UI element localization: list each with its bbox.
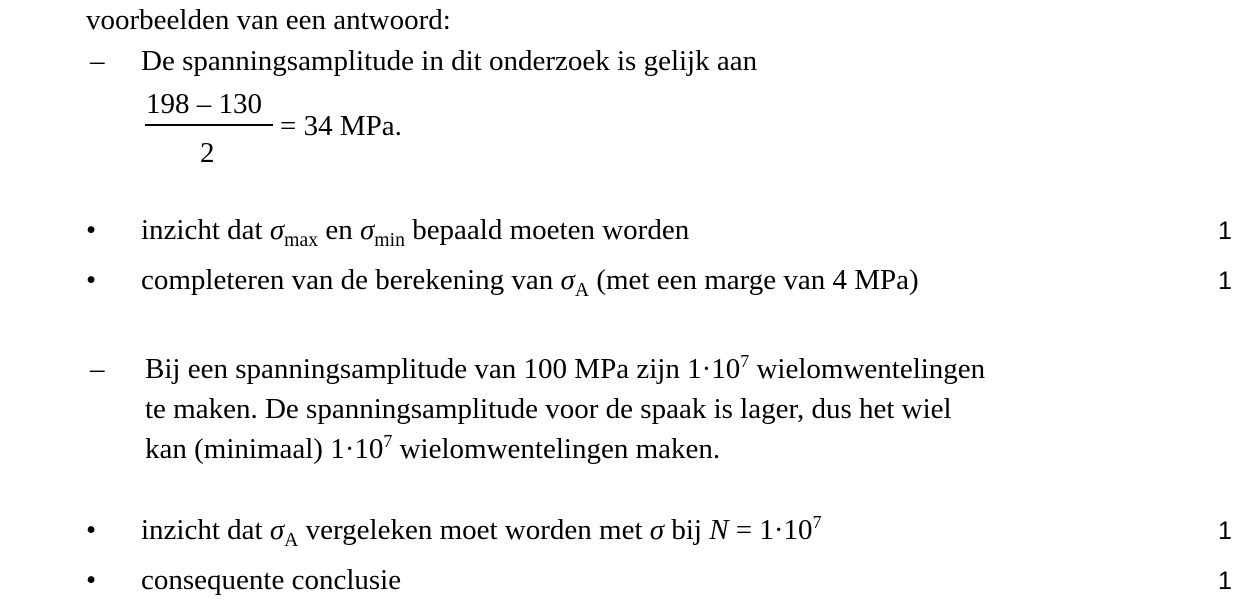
answer2-text: wielomwentelingen <box>749 353 986 385</box>
criterion-text: completeren van de berekening van <box>141 264 554 296</box>
bullet-marker: • <box>86 564 97 596</box>
criterion-text: vergeleken moet worden met <box>305 514 643 546</box>
bullet-marker: • <box>86 214 97 246</box>
subscript-min: min <box>374 228 405 251</box>
dash-marker: – <box>90 45 105 77</box>
criterion-text: = 1·10 <box>735 514 813 546</box>
sigma-symbol: σ <box>649 514 665 546</box>
bullet-marker: • <box>86 514 97 546</box>
criterion-conclusion: consequente conclusie <box>141 564 402 596</box>
fraction-denominator: 2 <box>200 137 215 169</box>
exponent: 7 <box>812 512 822 533</box>
criterion-text: bepaald moeten worden <box>412 214 690 246</box>
sigma-symbol: σ <box>359 214 375 246</box>
criterion-text: en <box>325 214 353 246</box>
criterion-text: (met een marge van 4 MPa) <box>596 264 919 296</box>
sigma-symbol: σ <box>269 214 285 246</box>
criterion-sigma-a <box>141 264 919 301</box>
sigma-symbol: σ <box>560 264 575 296</box>
answer2-text: kan (minimaal) 1·10 <box>145 433 384 465</box>
criterion-text: inzicht dat <box>141 514 263 546</box>
criterion-text: bij <box>671 514 702 546</box>
criterion-text: inzicht dat <box>141 214 263 246</box>
criterion-sigma-max-min <box>141 214 690 251</box>
fraction-result: = 34 MPa. <box>280 110 402 142</box>
exponent: 7 <box>740 351 750 372</box>
criterion-compare-sigma <box>141 512 822 551</box>
variable-n: N <box>709 514 729 546</box>
sigma-symbol: σ <box>269 514 285 546</box>
answer2-line3 <box>145 431 721 465</box>
dash-marker: – <box>90 353 105 385</box>
answer2-text: wielomwentelingen maken. <box>392 433 721 465</box>
exponent: 7 <box>383 431 393 452</box>
intro-heading: voorbeelden van een antwoord: <box>86 4 451 36</box>
answer2-line2: te maken. De spanningsamplitude voor de spaak is lager, dus het wiel <box>145 393 952 425</box>
subscript-max: max <box>284 228 319 251</box>
score-value: 1 <box>1218 517 1232 545</box>
fraction-bar <box>145 124 273 126</box>
answer2-text: Bij een spanningsamplitude van 100 MPa zijn 1·10 <box>145 353 741 385</box>
score-value: 1 <box>1218 267 1232 295</box>
answer2-line1 <box>145 351 986 385</box>
fraction-numerator: 198 – 130 <box>146 88 262 120</box>
score-value: 1 <box>1218 217 1232 245</box>
subscript-a: A <box>284 528 299 551</box>
answer1-text: De spanningsamplitude in dit onderzoek is gelijk aan <box>141 45 758 77</box>
subscript-a: A <box>574 278 590 301</box>
bullet-marker: • <box>86 264 97 296</box>
score-value: 1 <box>1218 567 1232 595</box>
